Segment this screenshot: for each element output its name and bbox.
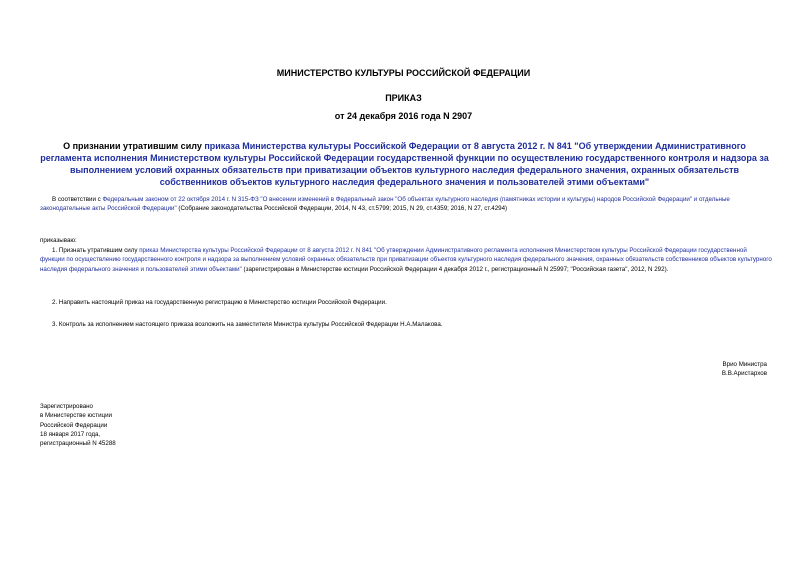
title-prefix: О признании утратившим силу [63, 141, 205, 151]
document-date-number: от 24 декабря 2016 года N 2907 [334, 111, 473, 121]
paragraph-item-1 [40, 246, 772, 274]
registration-block [40, 402, 116, 448]
document-title [37, 140, 772, 188]
registration-line: 18 января 2017 года, [40, 430, 101, 438]
paragraph-basis [40, 195, 772, 214]
item1-suffix: (зарегистрирован в Министерстве юстиции Российской Федерации 4 декабря 2012 г., регистрационный N 25997; "Российская газета", 2012, N 292). [241, 265, 669, 273]
item1-prefix: 1. Признать утратившим силу [52, 247, 140, 254]
registration-line: Российской Федерации [40, 421, 108, 429]
document-type: ПРИКАЗ [385, 93, 422, 103]
signatory-name: В.В.Аристархов [721, 370, 767, 378]
paragraph-order-word: приказываю: [40, 237, 77, 244]
ministry-heading: МИНИСТЕРСТВО КУЛЬТУРЫ РОССИЙСКОЙ ФЕДЕРАЦИИ [276, 68, 531, 78]
basis-prefix: В соответствии с [52, 196, 103, 203]
repealed-order-link[interactable]: приказ Министерства культуры Российской Федерации от 8 августа 2012 г. N 841 "Об утверждении Административного регламента исполнения Министерством культуры Российской Федерации государственной функции по осуществлению государственного контроля и надзора за выполнением условий охранных обязательств при приватизации объектов культурного наследия федерального значения, охранных обязательств собственников объектов культурного наследия федерального значения и пользователей этими объектами" [40, 247, 772, 273]
basis-suffix: (Собрание законодательства Российской Федерации, 2014, N 43, ст.5799; 2015, N 29, ст.4359; 2016, N 27, ст.4294) [176, 205, 508, 213]
registration-line: регистрационный N 45288 [40, 440, 116, 448]
signatory-position: Врио Министра [722, 361, 767, 368]
paragraph-item-2: 2. Направить настоящий приказ на государственную регистрацию в Министерство юстиции Российской Федерации. [52, 299, 387, 306]
paragraph-item-3: 3. Контроль за исполнением настоящего приказа возложить на заместителя Министра культуры Российской Федерации Н.А.Малакова. [52, 321, 443, 328]
registration-line: Зарегистрировано [40, 403, 93, 410]
registration-line: в Министерстве юстиции [40, 412, 113, 420]
federal-law-link[interactable]: Федеральным законом от 22 октября 2014 г. N 315-ФЗ "О внесении изменений в Федеральный закон "Об объектах культурного наследия (памятниках истории и культуры) народов Российской Федерации" и отдельные законодательные акты Российской Федерации" [40, 196, 730, 213]
signature-block [722, 360, 767, 379]
title-order-link[interactable]: приказа Министерства культуры Российской Федерации от 8 августа 2012 г. N 841 "Об утверждении Административного регламента исполнения Министерством культуры Российской Федерации государственной функции по осуществлению государственного контроля и надзора за выполнением условий охранных обязательств при приватизации объектов культурного наследия федерального значения, охранных обязательств собственников объектов культурного наследия федерального значения и пользователей этими объектами" [40, 141, 769, 187]
